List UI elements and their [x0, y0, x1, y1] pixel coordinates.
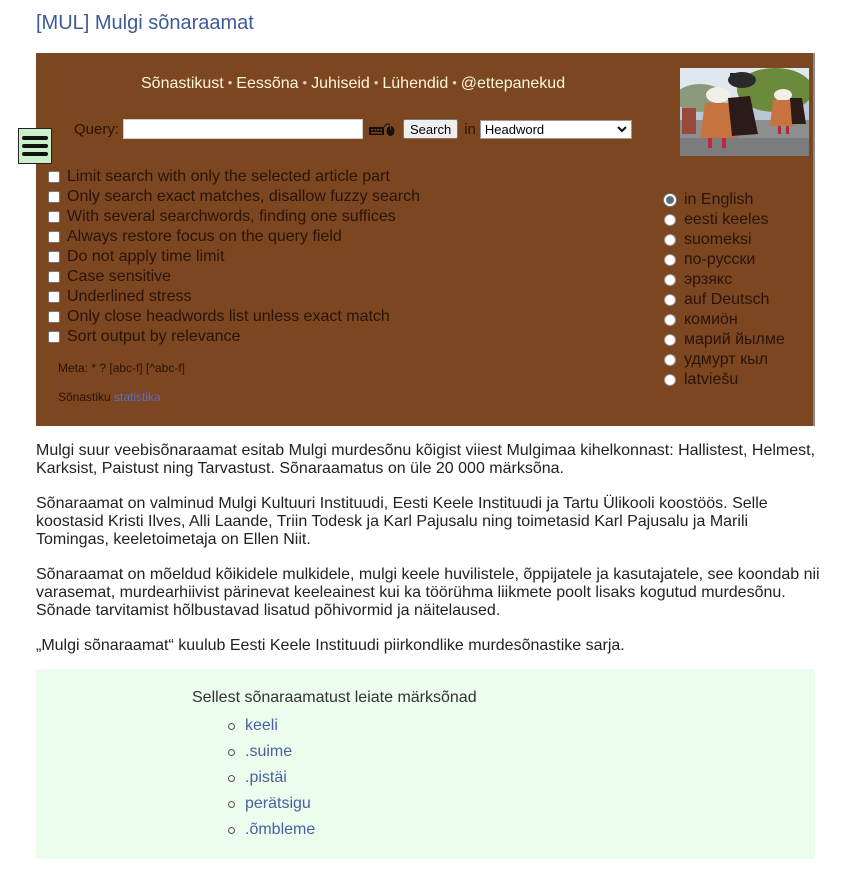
- keywords-title: Sellest sõnaraamatust leiate märksõnad: [192, 689, 477, 706]
- keywords-list: [228, 713, 315, 843]
- menu-icon-bar: [22, 152, 48, 156]
- nav-separator: •: [452, 75, 457, 90]
- nav-link-eessona[interactable]: Eessõna: [236, 75, 299, 92]
- radio-button[interactable]: [664, 314, 676, 326]
- option-restore-focus[interactable]: Always restore focus on the query field: [48, 227, 420, 247]
- checkbox[interactable]: [48, 191, 60, 203]
- checkbox[interactable]: [48, 271, 60, 283]
- chevron-down-icon: [617, 126, 627, 133]
- hamburger-menu-button[interactable]: [18, 128, 52, 164]
- search-options: [48, 167, 420, 347]
- stats-line: [58, 390, 161, 404]
- meta-hint: Meta: * ? [abc-f] [^abc-f]: [58, 361, 186, 375]
- radio-button[interactable]: [664, 294, 676, 306]
- search-panel: [36, 53, 815, 426]
- keywords-box: [36, 669, 815, 859]
- option-one-suffices[interactable]: With several searchwords, finding one suffices: [48, 207, 420, 227]
- radio-button[interactable]: [664, 214, 676, 226]
- bullet-icon: [228, 749, 235, 756]
- nav-separator: •: [373, 75, 379, 90]
- lang-latvian[interactable]: latviešu: [664, 370, 785, 390]
- bullet-icon: [228, 827, 235, 834]
- lang-erzya[interactable]: эрзякс: [664, 270, 785, 290]
- folk-dance-photo: [680, 68, 809, 156]
- keyword-link[interactable]: perätsigu: [245, 795, 311, 812]
- intro-paragraph: Sõnaraamat on mõeldud kõikidele mulkidele, mulgi keele huvilistele, õppijatele ja kasutajatele, see koondab nii varasemat, murdearhiivist pärinevat keeleainest kui ka töörühma liikmete poolt lisaks kogutud murdesõnu. Sõnade tarvitamist hõlbustavad lisatud põhivormid ja näitelaused.: [36, 566, 820, 619]
- search-button[interactable]: Search: [403, 119, 458, 139]
- keyword-link[interactable]: .pistäi: [245, 769, 287, 786]
- radio-button[interactable]: [664, 254, 676, 266]
- list-item: [228, 765, 315, 791]
- stats-link[interactable]: statistika: [114, 390, 161, 404]
- lang-estonian[interactable]: eesti keeles: [664, 210, 785, 230]
- intro-text: [36, 442, 820, 672]
- lang-udmurt[interactable]: удмурт кыл: [664, 350, 785, 370]
- lang-mari[interactable]: марий йылме: [664, 330, 785, 350]
- radio-button[interactable]: [664, 374, 676, 386]
- nav-link-ettepanekud[interactable]: @ettepanekud: [460, 75, 566, 92]
- option-underlined-stress[interactable]: Underlined stress: [48, 287, 420, 307]
- intro-paragraph: Mulgi suur veebisõnaraamat esitab Mulgi murdesõnu kõigist viiest Mulgimaa kihelkonnast: Hallistest, Helmest, Karksist, Paistust ning Tarvastust. Sõnaraamatus on üle 20 000 märksõna.: [36, 442, 816, 477]
- query-label: Query:: [74, 120, 120, 138]
- radio-button[interactable]: [664, 194, 676, 206]
- checkbox[interactable]: [48, 291, 60, 303]
- nav-separator: •: [302, 75, 308, 90]
- query-input[interactable]: [123, 119, 363, 139]
- query-row: [74, 119, 632, 139]
- lang-german[interactable]: auf Deutsch: [664, 290, 785, 310]
- bullet-icon: [228, 801, 235, 808]
- lang-komi[interactable]: комиӧн: [664, 310, 785, 330]
- list-item: [228, 713, 315, 739]
- stats-prefix: Sõnastiku: [58, 390, 111, 404]
- list-item: [228, 791, 315, 817]
- lang-russian[interactable]: по-русски: [664, 250, 785, 270]
- intro-paragraph: „Mulgi sõnaraamat“ kuulub Eesti Keele Instituudi piirkondlike murdesõnastike sarja.: [36, 637, 625, 654]
- keyboard-mouse-icon[interactable]: [368, 121, 396, 137]
- bullet-icon: [228, 775, 235, 782]
- top-nav: [141, 75, 565, 93]
- checkbox[interactable]: [48, 171, 60, 183]
- keyword-link[interactable]: keeli: [245, 717, 278, 734]
- lang-english[interactable]: in English: [664, 190, 785, 210]
- checkbox[interactable]: [48, 331, 60, 343]
- checkbox[interactable]: [48, 211, 60, 223]
- search-field-select[interactable]: [480, 120, 632, 139]
- nav-separator: •: [227, 75, 233, 90]
- keyword-link[interactable]: .õmbleme: [245, 821, 316, 838]
- keyword-link[interactable]: .suime: [245, 743, 293, 760]
- nav-link-juhiseid[interactable]: Juhiseid: [311, 75, 370, 92]
- intro-paragraph: Sõnaraamat on valminud Mulgi Kultuuri Instituudi, Eesti Keele Instituudi ja Tartu Ülikooli koostöös. Selle koostasid Kristi Ilves, Alli Laande, Triin Todesk ja Karl Pajusalu ning toimetasid Karl Pajusalu ja Marili Tomingas, keeletoimetaja on Ellen Niit.: [36, 495, 768, 548]
- option-limit-article-part[interactable]: Limit search with only the selected article part: [48, 167, 420, 187]
- list-item: [228, 739, 315, 765]
- radio-button[interactable]: [664, 354, 676, 366]
- nav-link-sonastikust[interactable]: Sõnastikust: [141, 75, 224, 92]
- bullet-icon: [228, 723, 235, 730]
- checkbox[interactable]: [48, 311, 60, 323]
- option-case-sensitive[interactable]: Case sensitive: [48, 267, 420, 287]
- search-field-selected: Headword: [484, 121, 545, 137]
- option-sort-relevance[interactable]: Sort output by relevance: [48, 327, 420, 347]
- radio-button[interactable]: [664, 234, 676, 246]
- in-label: in: [464, 120, 476, 138]
- language-selector: [664, 190, 785, 390]
- checkbox[interactable]: [48, 251, 60, 263]
- checkbox[interactable]: [48, 231, 60, 243]
- list-item: [228, 817, 315, 843]
- nav-link-luhendid[interactable]: Lühendid: [382, 75, 449, 92]
- radio-button[interactable]: [664, 274, 676, 286]
- radio-button[interactable]: [664, 334, 676, 346]
- page-title: [MUL] Mulgi sõnaraamat: [36, 12, 254, 34]
- option-no-time-limit[interactable]: Do not apply time limit: [48, 247, 420, 267]
- menu-icon-bar: [22, 144, 48, 148]
- option-exact-matches[interactable]: Only search exact matches, disallow fuzzy search: [48, 187, 420, 207]
- lang-finnish[interactable]: suomeksi: [664, 230, 785, 250]
- menu-icon-bar: [22, 136, 48, 140]
- option-close-headwords[interactable]: Only close headwords list unless exact match: [48, 307, 420, 327]
